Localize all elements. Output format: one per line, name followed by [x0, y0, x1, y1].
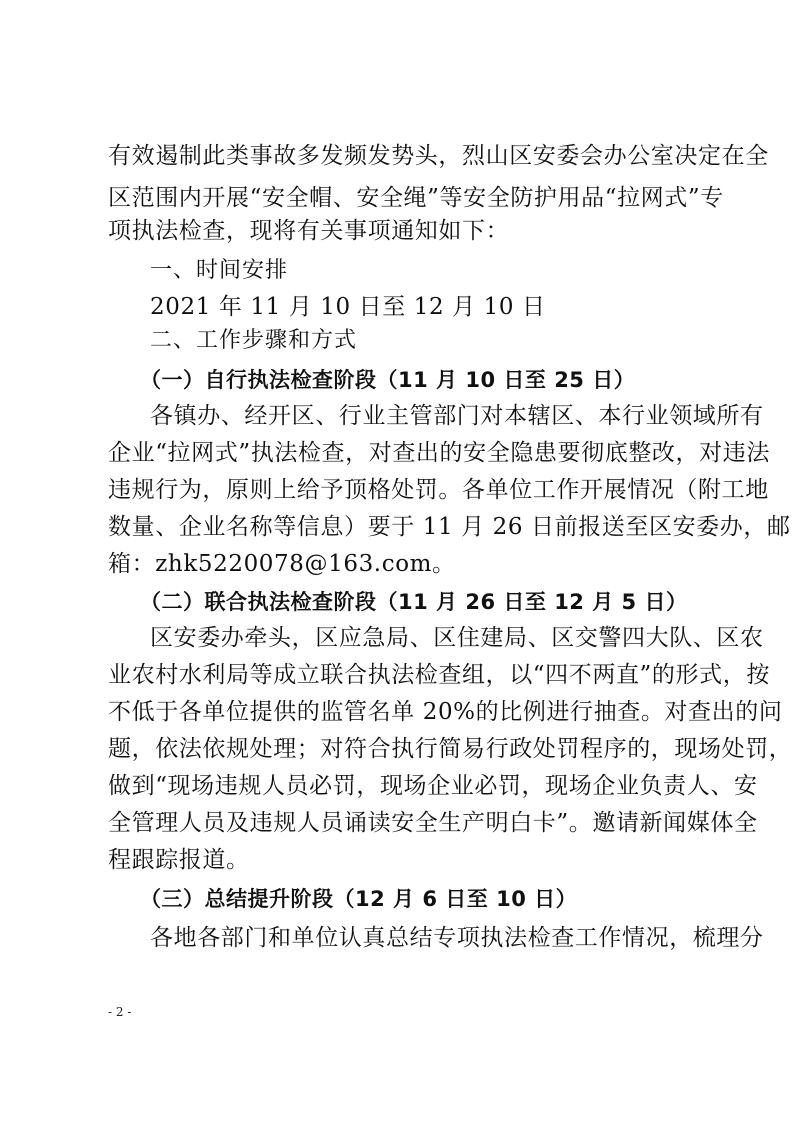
paragraph-line: 全管理人员及违规人员诵读安全生产明白卡”。邀请新闻媒体全 — [108, 810, 758, 836]
paragraph-line: 不低于各单位提供的监管名单 20%的比例进行抽查。对查出的问 — [108, 699, 783, 725]
paragraph-line: 项执法检查，现将有关事项通知如下： — [108, 218, 510, 244]
paragraph-line: 有效遏制此类事故多发频发势头，烈山区安委会办公室决定在全 — [108, 143, 769, 169]
paragraph-line: 业农村水利局等成立联合执法检查组，以“四不两直”的形式，按 — [108, 662, 770, 688]
section-heading-time: 一、时间安排 — [150, 258, 289, 283]
subheading-self-inspection: （一）自行执法检查阶段（11 月 10 日至 25 日） — [140, 368, 636, 392]
subheading-joint-inspection: （二）联合执法检查阶段（11 月 26 日至 12 月 5 日） — [140, 590, 688, 614]
date-range-line: 2021 年 11 月 10 日至 12 月 10 日 — [150, 294, 546, 320]
page-number: - 2 - — [108, 1005, 132, 1019]
paragraph-line: 企业“拉网式”执法检查，对查出的安全隐患要彻底整改，对违法 — [108, 440, 770, 466]
paragraph-line: 区范围内开展“安全帽、安全绳”等安全防护用品“拉网式”专 — [108, 185, 724, 211]
paragraph-line: 数量、企业名称等信息）要于 11 月 26 日前报送至区安委办，邮 — [108, 514, 791, 540]
subheading-summary: （三）总结提升阶段（12 月 6 日至 10 日） — [140, 887, 578, 911]
paragraph-line: 程跟踪报道。 — [108, 847, 250, 873]
paragraph-line: 各镇办、经开区、行业主管部门对本辖区、本行业领域所有 — [150, 403, 764, 429]
paragraph-line: 区安委办牵头，区应急局、区住建局、区交警四大队、区农 — [150, 625, 764, 651]
paragraph-line: 各地各部门和单位认真总结专项执法检查工作情况，梳理分 — [150, 925, 764, 951]
section-heading-steps: 二、工作步骤和方式 — [150, 328, 358, 353]
paragraph-line: 做到“现场违规人员必罚，现场企业必罚，现场企业负责人、安 — [108, 773, 758, 799]
email-line: 箱：zhk5220078@163.com。 — [108, 551, 456, 577]
paragraph-line: 题，依法依规处理；对符合执行简易行政处罚程序的，现场处罚， — [108, 736, 793, 762]
paragraph-line: 违规行为，原则上给予顶格处罚。各单位工作开展情况（附工地 — [108, 477, 769, 503]
